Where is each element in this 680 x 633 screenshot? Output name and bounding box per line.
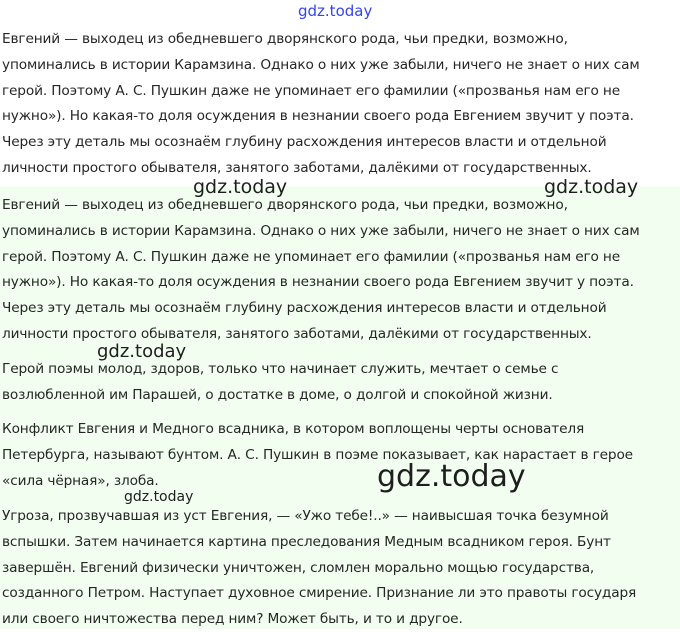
text-line: Через эту деталь мы осознаём глубину расхождения интересов власти и отдельной bbox=[2, 300, 607, 317]
text-line: Через эту деталь мы осознаём глубину расхождения интересов власти и отдельной bbox=[2, 134, 607, 151]
text-line: упоминались в истории Карамзина. Однако о них уже забыли, ничего не знает о них сам bbox=[2, 56, 640, 73]
text-line: личности простого обывателя, занятого заботами, далёкими от государственных. bbox=[2, 325, 592, 342]
text-line: личности простого обывателя, занятого заботами, далёкими от государственных. bbox=[2, 159, 592, 176]
text-line: завершён. Евгений физически уничтожен, сломлен морально мощью государства, bbox=[2, 559, 595, 576]
watermark: gdz.today bbox=[298, 2, 373, 20]
text-line: Петербурга, называют бунтом. А. С. Пушкин в поэме показывает, как нарастает в герое bbox=[2, 446, 633, 463]
watermark: gdz.today bbox=[377, 459, 526, 494]
text-line: Герой поэмы молод, здоров, только что начинает служить, мечтает о семье с bbox=[2, 361, 559, 377]
text-line: нужно»). Но какая-то доля осуждения в незнании своего рода Евгением звучит у поэта. bbox=[2, 108, 634, 125]
paragraph-2 bbox=[2, 193, 678, 348]
watermark: gdz.today bbox=[544, 176, 639, 198]
text-line: вспышки. Затем начинается картина преследования Медным всадником героя. Бунт bbox=[2, 533, 611, 550]
paragraph-4 bbox=[2, 417, 678, 494]
text-line: Евгений — выходец из обедневшего дворянского рода, чьи предки, возможно, bbox=[2, 31, 568, 47]
text-line: упоминались в истории Карамзина. Однако о них уже забыли, ничего не знает о них сам bbox=[2, 222, 640, 239]
watermark: gdz.today bbox=[124, 489, 194, 505]
text-line: герой. Поэтому А. С. Пушкин даже не упоминает его фамилии («прозванья нам его не bbox=[2, 248, 620, 265]
watermark: gdz.today bbox=[97, 341, 187, 362]
watermark: gdz.today bbox=[193, 176, 288, 198]
text-line: созданного Петром. Наступает духовное смирение. Признание ли это правоты государя bbox=[2, 585, 637, 602]
text-line: «сила чёрная», злоба. bbox=[2, 472, 159, 489]
paragraph-1 bbox=[2, 27, 678, 182]
paragraph-3 bbox=[2, 357, 678, 409]
text-line: Конфликт Евгения и Медного всадника, в котором воплощены черты основателя bbox=[2, 421, 585, 437]
text-line: возлюбленной им Парашей, о достатке в доме, о долгой и спокойной жизни. bbox=[2, 386, 553, 403]
text-line: герой. Поэтому А. С. Пушкин даже не упоминает его фамилии («прозванья нам его не bbox=[2, 82, 620, 99]
paragraph-5 bbox=[2, 504, 678, 633]
text-line: нужно»). Но какая-то доля осуждения в незнании своего рода Евгением звучит у поэта. bbox=[2, 274, 634, 291]
text-line: Угроза, прозвучавшая из уст Евгения, — «Ужо тебе!..» — наивысшая точка безумной bbox=[2, 508, 609, 524]
text-line: или своего ничтожества перед ним? Может быть, и то и другое. bbox=[2, 611, 463, 628]
text-line: Евгений — выходец из обедневшего дворянского рода, чьи предки, возможно, bbox=[2, 197, 568, 213]
